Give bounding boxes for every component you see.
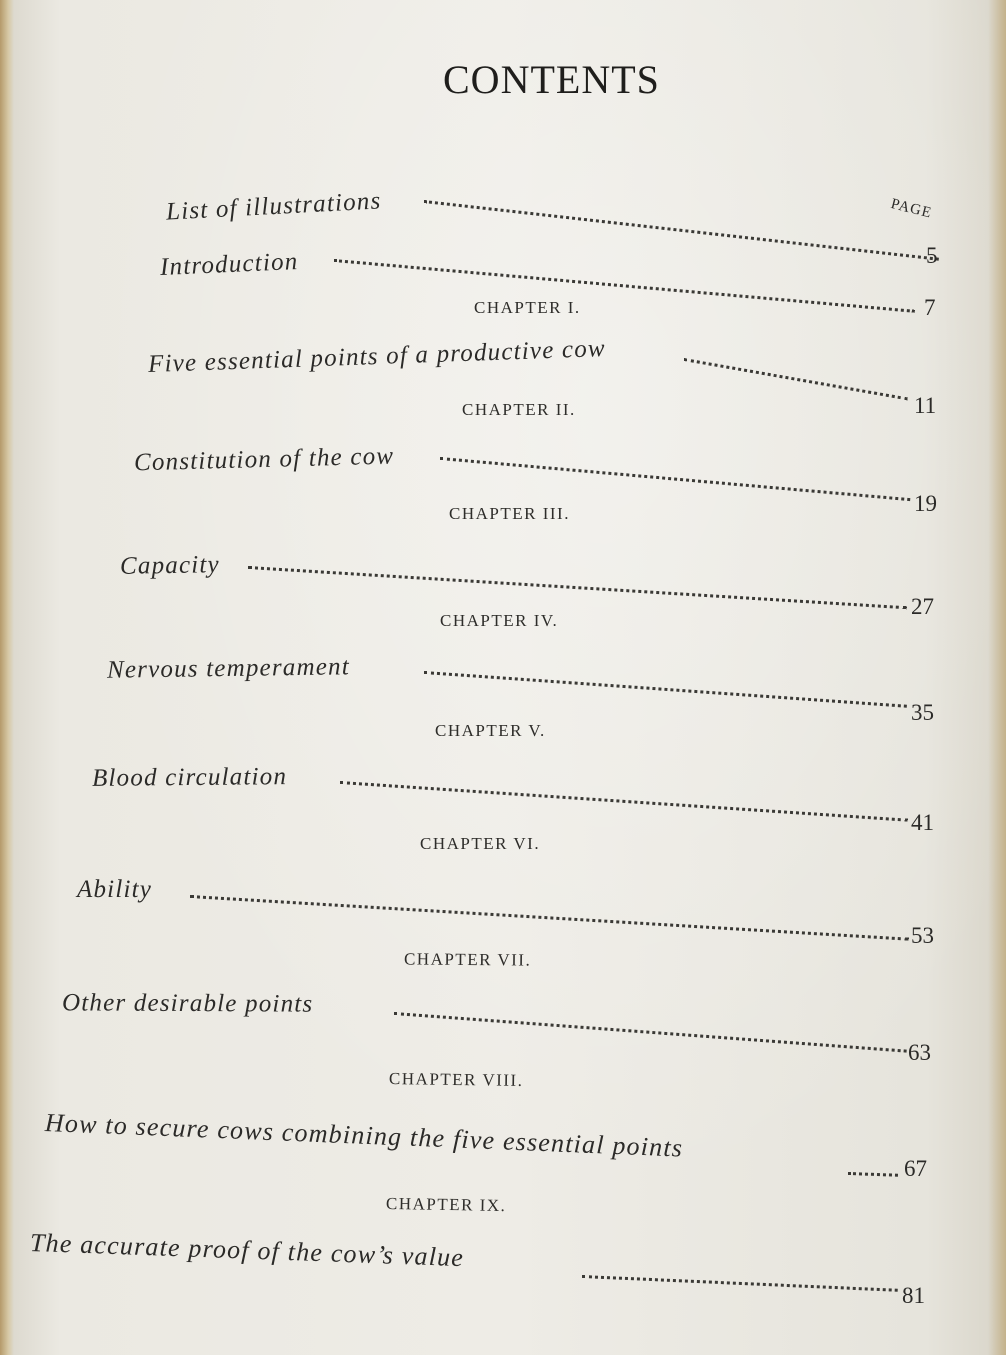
toc-page-number: 53 [911, 923, 934, 948]
toc-entry-title: The accurate proof of the cow’s value [29, 1228, 465, 1273]
page-left-edge [0, 0, 14, 1355]
toc-page-number: 67 [904, 1156, 927, 1181]
toc-entry-title: How to secure cows combining the five essential points [44, 1108, 684, 1163]
toc-page-number: 11 [914, 393, 937, 418]
chapter-heading: CHAPTER VI. [420, 834, 541, 853]
chapter-heading: CHAPTER III. [449, 504, 570, 523]
toc-page-number: 27 [911, 594, 934, 619]
toc-entry-title: Constitution of the cow [133, 442, 395, 477]
toc-page-number: 19 [914, 491, 937, 516]
chapter-heading: CHAPTER VII. [403, 949, 532, 970]
toc-entry-title: Ability [77, 876, 153, 903]
toc-entry-title: Introduction [159, 247, 299, 282]
toc-entry-title: Capacity [119, 551, 221, 580]
chapter-heading: CHAPTER V. [435, 721, 546, 740]
toc-leader-dots [424, 200, 939, 261]
toc-leader-dots [190, 895, 909, 941]
chapter-heading: CHAPTER II. [462, 400, 576, 419]
toc-leader-dots [394, 1012, 907, 1053]
toc-page-number: 81 [902, 1283, 925, 1308]
toc-leader-dots [440, 457, 910, 501]
toc-leader-dots [582, 1275, 898, 1292]
toc-entry-title: Blood circulation [91, 763, 288, 792]
toc-page-number: 7 [924, 295, 936, 320]
toc-entry-title: List of illustrations [165, 187, 383, 226]
toc-leader-dots [334, 259, 915, 313]
page-title: CONTENTS [443, 57, 660, 102]
toc-leader-dots [340, 781, 908, 822]
toc-page-number: 5 [926, 243, 938, 268]
toc-leader-dots [424, 671, 907, 708]
toc-leader-dots [848, 1172, 898, 1177]
toc-page-number: 63 [908, 1040, 931, 1065]
page-column-header: PAGE [889, 196, 934, 222]
toc-leader-dots [248, 566, 907, 609]
chapter-heading: CHAPTER I. [474, 298, 581, 317]
chapter-heading: CHAPTER IX. [385, 1193, 507, 1216]
toc-entry-title: Other desirable points [61, 989, 314, 1018]
chapter-heading: CHAPTER VIII. [388, 1069, 524, 1090]
page-right-edge [988, 0, 1006, 1355]
toc-entry-title: Five essential points of a productive cow [147, 335, 607, 378]
toc-leader-dots [684, 358, 908, 400]
toc-page-number: 41 [911, 810, 934, 835]
chapter-heading: CHAPTER IV. [440, 611, 559, 630]
toc-page-number: 35 [911, 700, 934, 725]
toc-entry-title: Nervous temperament [106, 653, 351, 684]
